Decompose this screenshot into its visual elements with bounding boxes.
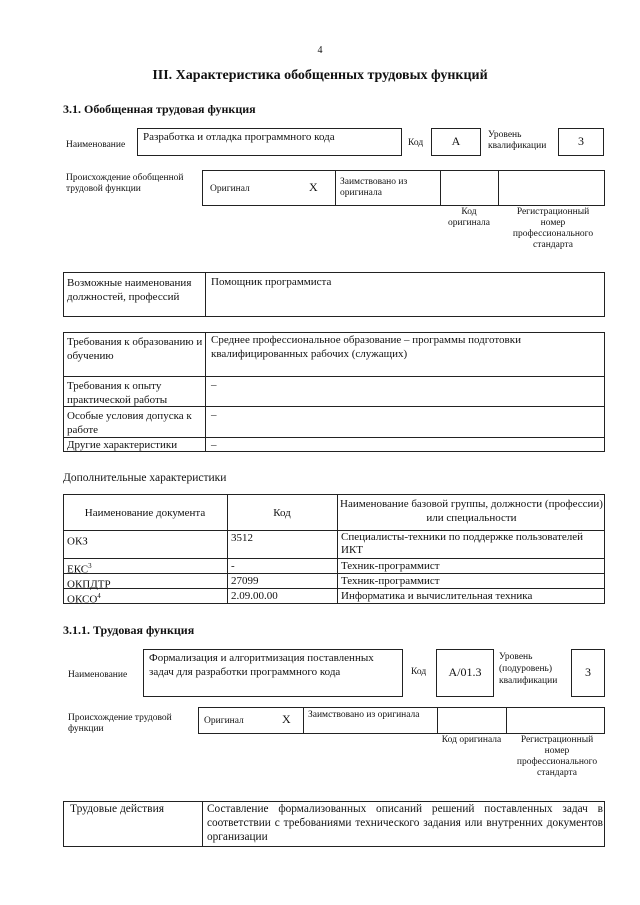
req-experience-label: Требования к опыту практической работы: [67, 380, 168, 406]
row-eks-name: Техник-программист: [341, 560, 440, 572]
row-okpdtr-doc: ОКПДТР: [67, 578, 111, 591]
section-title: III. Характеристика обобщенных трудовых функций: [152, 68, 488, 83]
req-conditions-value: –: [211, 409, 217, 421]
tf-origin-label: Происхождение трудовой функции: [68, 713, 172, 734]
req-education-label: Требования к образованию и обучению: [67, 336, 203, 362]
tf-name-label: Наименование: [68, 670, 128, 680]
row-okz-name: Специалисты-техники по поддержке пользователей ИКТ: [341, 531, 583, 556]
row-okso-doc: ОКСО$^4$: [67, 592, 101, 606]
row-eks-doc: ЕКС$^3$: [67, 562, 92, 576]
row-okz-doc: ОКЗ: [67, 535, 88, 548]
additional-heading: Дополнительные характеристики: [63, 472, 227, 484]
actions-label: Трудовые действия: [70, 803, 165, 815]
col-name-header: Наименование базовой группы, должности (профессии) или специальности: [340, 498, 603, 524]
gtf-name-value: Разработка и отладка программного кода: [143, 131, 335, 143]
col-code-header: Код: [273, 507, 291, 519]
gtf-reg-number-label: Регистрационный номер профессионального стандарта: [512, 207, 594, 250]
gtf-heading: 3.1. Обобщенная трудовая функция: [63, 102, 256, 116]
tf-code-original-label: Код оригинала: [441, 735, 502, 745]
row-okz-code: 3512: [231, 532, 253, 544]
tf-code-label: Код: [411, 667, 427, 677]
req-experience-value: –: [211, 379, 217, 391]
gtf-level-value: 3: [578, 134, 584, 148]
gtf-name-label: Наименование: [66, 140, 126, 150]
gtf-original-mark: X: [309, 180, 318, 194]
positions-value: Помощник программиста: [211, 276, 332, 288]
row-okso-name: Информатика и вычислительная техника: [341, 590, 533, 602]
gtf-code-label: Код: [408, 138, 424, 148]
tf-name-value: Формализация и алгоритмизация поставленных задач для разработки программного кода: [149, 652, 374, 678]
tf-original-mark: X: [282, 712, 291, 726]
tf-heading: 3.1.1. Трудовая функция: [63, 623, 195, 637]
req-other-value: –: [211, 439, 217, 451]
gtf-code-value: А: [451, 134, 461, 148]
row-okpdtr-name: Техник-программист: [341, 575, 440, 587]
req-conditions-label: Особые условия допуска к работе: [67, 410, 192, 436]
gtf-level-label: Уровень квалификации: [488, 130, 547, 151]
positions-label: Возможные наименования должностей, профессий: [67, 277, 192, 303]
tf-code-value: А/01.3: [448, 665, 482, 679]
req-other-label: Другие характеристики: [67, 439, 178, 451]
gtf-code-original-label: Код оригинала: [448, 207, 490, 228]
actions-value: Составление формализованных описаний решений поставленных задач в соответствии с требованиями технического задания или внутренних документов организации: [207, 803, 603, 843]
tf-borrowed-label: Заимствовано из оригинала: [308, 710, 420, 720]
tf-level-value: 3: [585, 665, 591, 679]
row-okso-code: 2.09.00.00: [231, 590, 278, 602]
col-doc-header: Наименование документа: [84, 507, 206, 519]
row-okpdtr-code: 27099: [231, 575, 259, 587]
tf-original-label: Оригинал: [204, 716, 244, 726]
row-eks-code: -: [231, 560, 235, 572]
gtf-original-label: Оригинал: [210, 184, 250, 194]
gtf-borrowed-label: Заимствовано из оригинала: [340, 177, 408, 198]
tf-reg-number-label: Регистрационный номер профессионального стандарта: [516, 735, 598, 778]
req-education-value: Среднее профессиональное образование – программы подготовки квалифицированных рабочих (служащих): [211, 334, 521, 360]
tf-level-label: Уровень (подуровень) квалификации: [499, 652, 558, 686]
page-number: 4: [317, 45, 323, 56]
gtf-origin-label: Происхождение обобщенной трудовой функции: [66, 173, 184, 194]
